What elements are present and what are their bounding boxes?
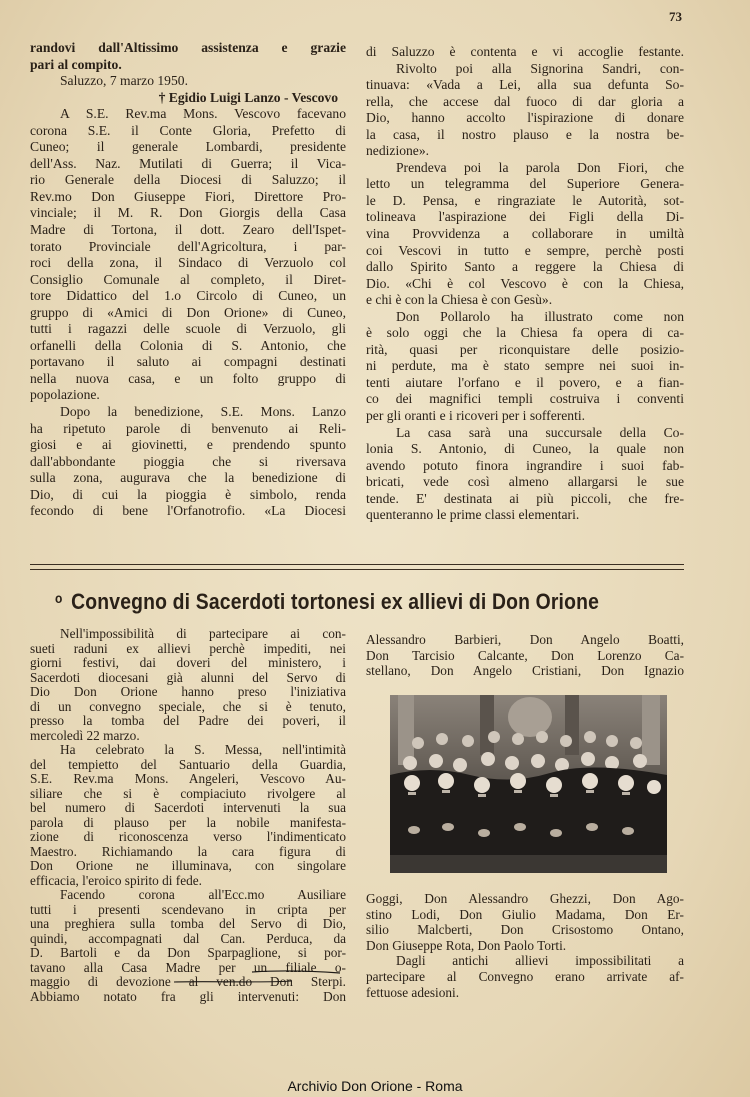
article-right-column-top	[366, 632, 684, 679]
article-title	[55, 589, 605, 615]
text-line: maggio di devozione al ven.do Don Sterpi.	[30, 975, 346, 989]
section-divider	[30, 564, 684, 565]
text-line: stellano, Don Angelo Cristiani, Don Ignazio	[366, 663, 684, 679]
text-line: mercoledì 22 marzo.	[30, 728, 140, 743]
text-line: parola di plauso per la nobile manifesta-	[30, 815, 346, 830]
text-line: Rivolto poi alla Signorina Sandri, con-	[396, 60, 684, 76]
text-line: bel numero di Sacerdoti intervenuti la sua	[30, 801, 346, 815]
text-line: ha ripetuto parole di benvenuto ai Reli-	[30, 420, 346, 436]
text-line: quenteranno le prime classi elementari.	[366, 507, 580, 523]
text-line: silio Malcberti, Don Crisostomo Ontano,	[366, 922, 684, 938]
text-line: presso la tomba del Padre dei poveri, il	[30, 714, 346, 728]
place-date: Saluzzo, 7 marzo 1950.	[60, 73, 188, 89]
text-line: popolazione.	[30, 387, 100, 403]
article-right-column-bottom	[366, 891, 684, 1000]
top-right-column	[366, 44, 684, 524]
text-line: dallo Spirito Santo a reggere la Chiesa di	[366, 259, 684, 275]
text-line: sueti raduni ex allievi perchè impediti, nei	[30, 641, 346, 656]
text-line: A S.E. Rev.ma Mons. Vescovo facevano	[60, 106, 346, 122]
text-line: torato Provinciale dell'Agricoltura, i par-	[30, 238, 346, 254]
paragraph	[366, 309, 684, 425]
text-line: efficacia, l'eroico spirito di fede.	[30, 873, 202, 888]
text-line: Don Pollarolo ha illustrato come non	[396, 308, 684, 324]
text-line: portavano il saluto ai compagni destinati	[30, 354, 346, 370]
text-line: tolineava l'aspirazione dei Figli della Di-	[366, 209, 684, 225]
text-line: giosi e ai giovinetti, e prendendo spunto	[30, 437, 346, 453]
paragraph	[30, 404, 346, 520]
text-line: Maestro. Richiamando la cara figura di	[30, 844, 346, 859]
text-line: e chi è con la Chiesa è con Gesù».	[366, 292, 553, 308]
group-photo-image	[390, 695, 667, 873]
handwritten-underline	[172, 970, 342, 984]
text-line: una preghiera sulla tomba del Servo di Dio,	[30, 917, 346, 931]
text-line: rella, che accese dal fuoco di dar gloria a	[366, 93, 684, 109]
title-mark: o	[55, 590, 63, 606]
text-line: del tempietto del Santuario della Guardia,	[30, 757, 346, 772]
text-line: partecipare al Convegno erano arrivate af-	[366, 968, 684, 984]
text-line: S.E. Rev.ma Mons. Angeleri, Vescovo Au-	[30, 772, 346, 786]
text-line: dell'Ass. Naz. Mutilati di Guerra; il Vica-	[30, 155, 346, 171]
text-line: zione di riconoscenza verso l'indimenticato	[30, 830, 346, 844]
text-line: quindi, accompagnati dal Can. Perduca, da	[30, 931, 346, 946]
text-line: nedizione».	[366, 143, 430, 159]
paragraph	[30, 888, 346, 1004]
text-line: nella nuova casa, e un folto gruppo di	[30, 370, 346, 386]
archive-footer: Archivio Don Orione - Roma	[287, 1078, 463, 1094]
text-line: randovi dall'Altissimo assistenza e grazie	[30, 40, 346, 55]
text-line: Prendeva poi la parola Don Fiori, che	[396, 159, 684, 175]
text-line: lonia S. Antonio, di Cuneo, la quale non	[366, 441, 684, 457]
text-line: Cuneo; il generale Lombardi, presidente	[30, 139, 346, 155]
paragraph	[366, 160, 684, 309]
text-line: La casa sarà una succursale della Co-	[396, 424, 684, 440]
text-line: tutti i ragazzi delle scuole di Verzuolo, gli	[30, 321, 346, 337]
text-line: è solo oggi che la Chiesa fa opera di ca-	[366, 325, 684, 341]
text-line: Alessandro Barbieri, Don Angelo Boatti,	[366, 632, 684, 647]
text-line: di un convegno speciale, che si è tenuto,	[30, 699, 346, 714]
signature: † Egidio Luigi Lanzo - Vescovo	[158, 89, 338, 105]
text-line: Don Orione ne illuminava, con singolare	[30, 859, 346, 873]
text-line: vina Provvidenza a collaborare in umiltà	[366, 226, 684, 242]
text-line: giorni festivi, dai doveri del ministero, i	[30, 656, 346, 670]
text-line: Goggi, Don Alessandro Ghezzi, Don Ago-	[366, 891, 684, 906]
text-line: tenti aiutare l'orfano e il povero, e a fian-	[366, 374, 684, 390]
text-line: Dio, di cui la pioggia è simbolo, renda	[30, 486, 346, 502]
text-line: Don Tarcisio Calcante, Don Lorenzo Ca-	[366, 647, 684, 663]
text-line: Don Giuseppe Rota, Don Paolo Torti.	[366, 937, 567, 953]
text-line: le D. Pensa, e ringraziate le Autorità, sot-	[366, 192, 684, 208]
text-line: Madre di Tortona, il dott. Zearo dell'Ispet-	[30, 222, 346, 238]
text-line: per gli oranti e i ricoveri per i sofferenti.	[366, 408, 586, 424]
text-line: Dio Don Orione hanno preso l'iniziativa	[30, 685, 346, 699]
text-line: dall'abbondante pioggia che si riversava	[30, 453, 346, 469]
text-line: tinuava: «Vada a Lei, alla sua defunta So-	[366, 77, 684, 93]
text-line: Abbiamo notato fra gli intervenuti: Don	[30, 989, 346, 1004]
text-line: sulla zona, augurava che la benedizione di	[30, 470, 346, 486]
group-photo	[390, 695, 667, 873]
text-line: orfanelli della Colonia di S. Antonio, che	[30, 337, 346, 353]
section-divider	[30, 569, 684, 570]
text-line: Dagli antichi allievi impossibilitati a	[396, 953, 684, 969]
text-line: D. Bartoli e da Don Sparpaglione, si por-	[30, 946, 346, 960]
text-line: Sacerdoti diocesani già alunni del Servo di	[30, 670, 346, 685]
paragraph	[30, 627, 346, 743]
article-left-column	[30, 627, 346, 1004]
text-line: vinciale; il M. R. Don Giorgis della Casa	[30, 205, 346, 221]
text-line: tore Didattico del 1.o Circolo di Cuneo, un	[30, 288, 346, 304]
title-text: Convegno di Sacerdoti tortonesi ex allievi di Don Orione	[71, 589, 600, 614]
text-line: Dopo la benedizione, S.E. Mons. Lanzo	[60, 404, 346, 420]
text-line: fettuose adesioni.	[366, 984, 460, 1000]
paragraph	[366, 425, 684, 524]
text-line: pari al compito.	[30, 56, 122, 72]
text-line: co dei magnifici templi costruiva i conventi	[366, 391, 684, 407]
paragraph	[30, 743, 346, 888]
top-left-column	[30, 40, 346, 520]
text-line: corona S.E. il Conte Gloria, Prefetto di	[30, 122, 346, 138]
text-line: Ha celebrato la S. Messa, nell'intimità	[60, 743, 346, 757]
text-line: Nell'impossibilità di partecipare ai con-	[60, 627, 346, 641]
text-line: tende. E' destinata ai più piccoli, che fre-	[366, 490, 684, 506]
text-line: ni perdute, ma è stato sempre nei suoi in-	[366, 358, 684, 374]
text-line: Dio. «Chi è col Vescovo è con la Chiesa,	[366, 275, 684, 291]
text-line: Rev.mo Don Giuseppe Fiori, Direttore Pro-	[30, 188, 346, 204]
text-line: bricati, vede così almeno allargarsi le sue	[366, 474, 684, 490]
paragraph	[30, 106, 346, 404]
text-line: Facendo corona all'Ecc.mo Ausiliare	[60, 888, 346, 902]
text-line: coi Vescovi in tutto e sempre, perchè posti	[366, 242, 684, 258]
text-line: siliare che si è compiaciuto rivolgere al	[30, 786, 346, 801]
text-line: gruppo di «Amici di Don Orione» di Cuneo,	[30, 304, 346, 320]
text-line: Dio, hanno accolto l'ispirazione di donare	[366, 110, 684, 126]
text-line: roci della zona, il Sindaco di Verzuolo col	[30, 255, 346, 271]
text-line: Consiglio Comunale al completo, il Diret-	[30, 271, 346, 287]
text-line: letto un telegramma del Superiore Genera-	[366, 176, 684, 192]
text-line: rio Generale della Diocesi di Saluzzo; il	[30, 172, 346, 188]
paragraph	[366, 44, 684, 160]
text-line: tutti i presenti scendevano in cripta per	[30, 902, 346, 917]
text-line: tavano alla Casa Madre per un filiale o-	[30, 960, 346, 975]
text-line: la casa, il nostro plauso e la nostra be-	[366, 126, 684, 142]
page-number: 73	[669, 9, 682, 24]
text-line: fecondo di bene l'Orfanotrofio. «La Diocesi	[30, 503, 346, 519]
text-line: stino Lodi, Don Giulio Madama, Don Er-	[366, 906, 684, 922]
text-line: rità, quasi per riconquistare delle posizio-	[366, 341, 684, 357]
text-line: di Saluzzo è contenta e vi accoglie festante.	[366, 44, 684, 59]
text-line: avendo potuto finora ingrandire i suoi fab-	[366, 457, 684, 473]
